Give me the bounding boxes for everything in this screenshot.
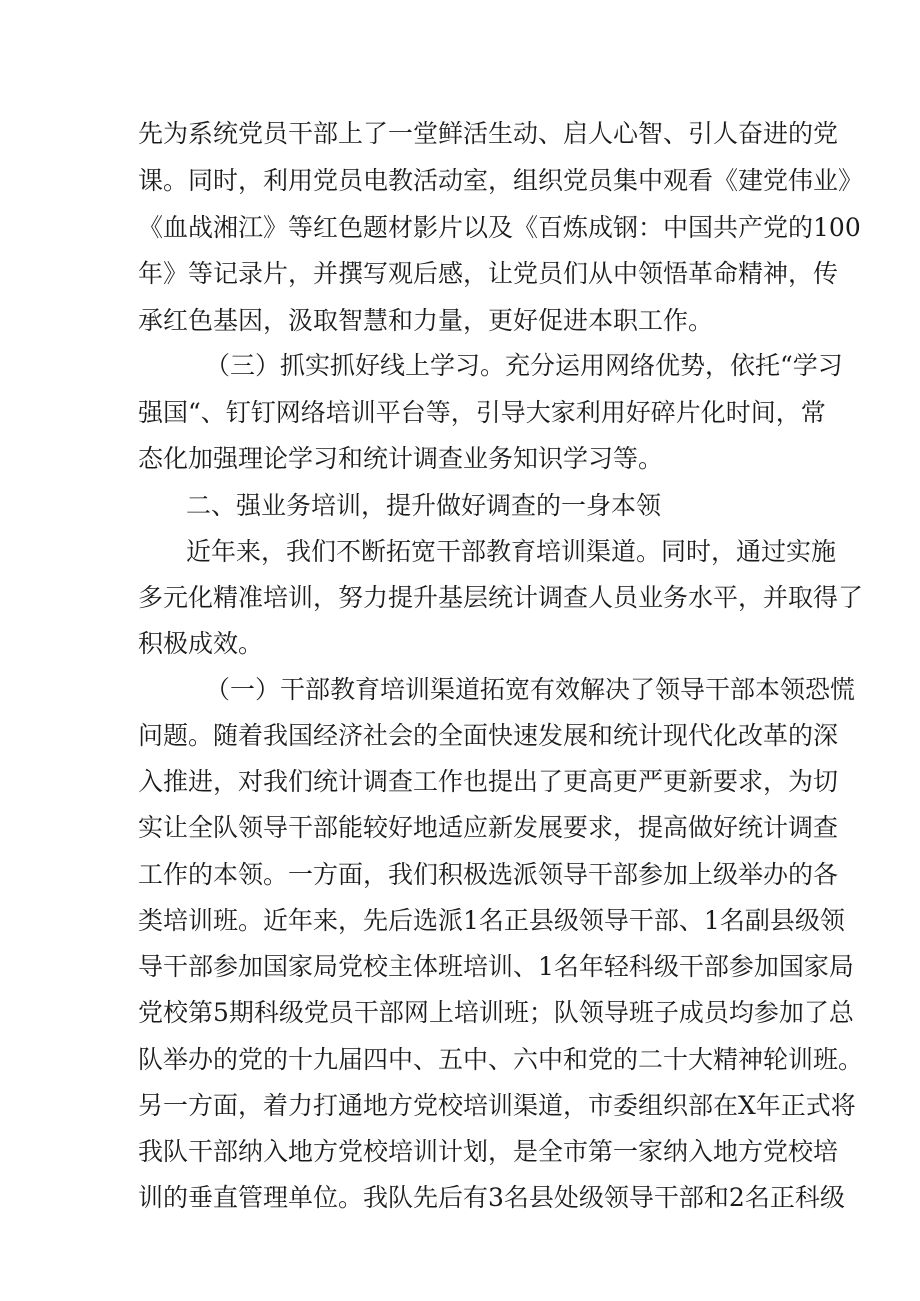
text-line: 我队干部纳入地方党校培训计划，是全市第一家纳入地方党校培: [138, 1137, 839, 1166]
text-line: 队举办的党的十九届四中、五中、六中和党的二十大精神轮训班。: [138, 1045, 864, 1074]
section-title: 二、强业务培训，提升做好调查的一身本领: [186, 491, 662, 520]
text-line: 类培训班。近年来，先后选派1名正县级领导干部、1名副县级领: [138, 906, 845, 935]
text-line: 强国“、钉钉网络培训平台等，引导大家利用好碎片化时间，常: [138, 398, 826, 427]
text-line: 积极成效。: [138, 629, 264, 658]
text-line: 另一方面，着力打通地方党校培训渠道，市委组织部在X年正式将: [138, 1091, 856, 1120]
text-line: 党校第5期科级党员干部网上培训班；队领导班子成员均参加了总: [138, 998, 854, 1027]
text-line: 工作的本领。一方面，我们积极选派领导干部参加上级举办的各: [138, 860, 839, 889]
text-line: 先为系统党员干部上了一堂鲜活生动、启人心智、引人奋进的党: [138, 119, 839, 148]
text-line: 课。同时，利用党员电教活动室，组织党员集中观看《建党伟业》: [138, 166, 864, 195]
text-line: 年》等记录片，并撰写观后感，让党员们从中领悟革命精神，传: [138, 259, 839, 288]
text-line: 近年来，我们不断拓宽干部教育培训渠道。同时，通过实施: [186, 537, 837, 566]
text-line: 多元化精准培训，努力提升基层统计调查人员业务水平，并取得了: [138, 583, 864, 612]
text-line: 实让全队领导干部能较好地适应新发展要求，提高做好统计调查: [138, 813, 839, 842]
text-line: 导干部参加国家局党校主体班培训、1名年轻科级干部参加国家局: [138, 952, 854, 981]
section-heading-line: （一）干部教育培训渠道拓宽有效解决了领导干部本领恐慌: [205, 675, 856, 704]
text-line: 《血战湘江》等红色题材影片以及《百炼成钢：中国共产党的100: [138, 213, 861, 242]
text-line: 承红色基因，汲取智慧和力量，更好促进本职工作。: [138, 306, 714, 335]
text-line: 训的垂直管理单位。我队先后有3名县处级领导干部和2名正科级: [138, 1183, 845, 1212]
text-line: 入推进，对我们统计调查工作也提出了更高更严更新要求，为切: [138, 767, 839, 796]
section-heading-line: （三）抓实抓好线上学习。充分运用网络优势，依托“学习: [205, 351, 843, 380]
text-line: 态化加强理论学习和统计调查业务知识学习等。: [138, 444, 664, 473]
text-line: 问题。随着我国经济社会的全面快速发展和统计现代化改革的深: [138, 721, 839, 750]
